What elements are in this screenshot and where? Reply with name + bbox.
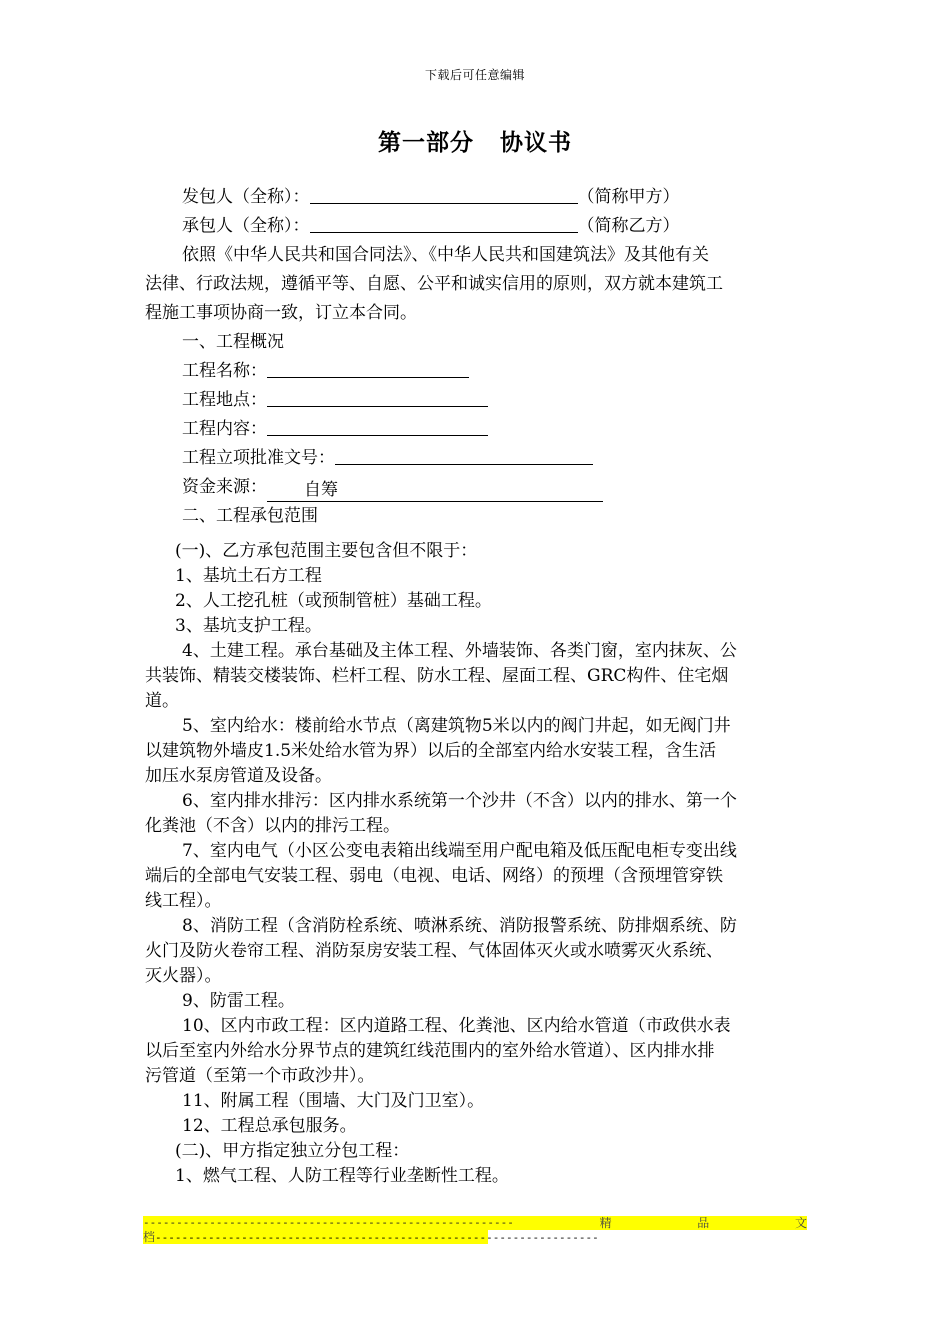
footer-dashes-left: -------------------------------------------------------- xyxy=(143,1216,514,1229)
field-funding-source-value: 自筹 xyxy=(267,479,603,502)
footer-watermark xyxy=(143,1216,807,1245)
scope-list xyxy=(145,539,807,1189)
subsection-1-heading: (一)、乙方承包范围主要包含但不限于： xyxy=(175,541,478,561)
field-project-location-label: 工程地点： xyxy=(182,390,267,410)
field-project-location-blank xyxy=(267,388,488,407)
list-item-cont: 端后的全部电气安装工程、弱电（电视、电话、网络）的预埋（含预埋管穿铁 xyxy=(145,866,723,886)
list-item: 11、附属工程（围墙、大门及门卫室）。 xyxy=(182,1091,485,1111)
list-item: 10、区内市政工程：区内道路工程、化粪池、区内给水管道（市政供水表 xyxy=(182,1016,731,1036)
footer-char-4: 档 xyxy=(143,1230,156,1244)
list-item-cont: 加压水泵房管道及设备。 xyxy=(145,766,332,786)
list-item-cont: 道。 xyxy=(145,691,179,711)
footer-dashes-bottom: ------------------------------------------------------------------- xyxy=(155,1231,599,1244)
party-a-suffix: （简称甲方） xyxy=(577,187,680,207)
footer-char-2: 品 xyxy=(697,1216,710,1230)
list-item-cont: 化粪池（不含）以内的排污工程。 xyxy=(145,816,400,836)
page-title xyxy=(0,124,950,157)
list-item-cont: 灭火器）。 xyxy=(145,966,222,986)
field-project-name-label: 工程名称： xyxy=(182,361,267,381)
field-project-location xyxy=(145,386,807,415)
title-right: 协议书 xyxy=(500,129,572,156)
list-item-cont: 以建筑物外墙皮1.5米处给水管为界）以后的全部室内给水安装工程，含生活 xyxy=(145,741,717,761)
field-project-name xyxy=(145,357,807,386)
intro-line-3: 程施工事项协商一致，订立本合同。 xyxy=(145,303,417,323)
party-b-suffix: （简称乙方） xyxy=(577,216,680,236)
list-item: 9、防雷工程。 xyxy=(182,991,295,1011)
list-item-cont: 共装饰、精装交楼装饰、栏杆工程、防水工程、屋面工程、GRC构件、住宅烟 xyxy=(145,666,729,686)
list-item: 4、土建工程。承台基础及主体工程、外墙装饰、各类门窗，室内抹灰、公 xyxy=(182,641,737,661)
list-item: 7、室内电气（小区公变电表箱出线端至用户配电箱及低压配电柜专变出线 xyxy=(182,841,737,861)
footer-line-1 xyxy=(143,1216,807,1230)
party-a-blank xyxy=(310,185,578,204)
field-project-content-label: 工程内容： xyxy=(182,419,267,439)
list-item-cont: 线工程）。 xyxy=(145,891,222,911)
document-body xyxy=(145,183,807,1189)
list-item: 8、消防工程（含消防栓系统、喷淋系统、消防报警系统、防排烟系统、防 xyxy=(182,916,737,936)
party-b-label: 承包人（全称）： xyxy=(182,216,310,236)
field-approval-number xyxy=(145,444,807,473)
list-item: 2、人工挖孔桩（或预制管桩）基础工程。 xyxy=(175,591,492,611)
list-item: 6、室内排水排污：区内排水系统第一个沙井（不含）以内的排水、第一个 xyxy=(182,791,737,811)
party-b-line xyxy=(145,212,807,241)
field-project-name-blank xyxy=(267,359,469,378)
section-2-heading: 二、工程承包范围 xyxy=(182,506,318,526)
intro-line-2: 法律、行政法规，遵循平等、自愿、公平和诚实信用的原则，双方就本建筑工 xyxy=(145,274,723,294)
footer-char-1: 精 xyxy=(599,1216,612,1230)
field-approval-number-label: 工程立项批准文号： xyxy=(182,448,335,468)
list-item: 5、室内给水：楼前给水节点（离建筑物5米以内的阀门井起，如无阀门井 xyxy=(182,716,731,736)
field-project-content xyxy=(145,415,807,444)
party-a-line xyxy=(145,183,807,212)
list-item-cont: 以后至室内外给水分界节点的建筑红线范围内的室外给水管道）、区内排水排 xyxy=(145,1041,715,1061)
list-item: 1、燃气工程、人防工程等行业垄断性工程。 xyxy=(175,1166,509,1186)
footer-char-3: 文 xyxy=(794,1216,807,1230)
field-funding-source-label: 资金来源： xyxy=(182,477,267,497)
list-item-cont: 污管道（至第一个市政沙井）。 xyxy=(145,1066,375,1086)
list-item-cont: 火门及防火卷帘工程、消防泵房安装工程、气体固体灭火或水喷雾灭火系统、 xyxy=(145,941,723,961)
page-header: 下载后可任意编辑 xyxy=(424,68,525,82)
intro-line-1: 依照《中华人民共和国合同法》、《中华人民共和国建筑法》及其他有关 xyxy=(182,245,709,265)
subsection-2-heading: (二)、甲方指定独立分包工程： xyxy=(175,1141,410,1161)
field-project-content-blank xyxy=(267,417,488,436)
list-item: 1、基坑土石方工程 xyxy=(175,566,322,586)
title-left: 第一部分 xyxy=(378,129,474,156)
party-a-label: 发包人（全称）： xyxy=(182,187,310,207)
field-funding-source xyxy=(145,473,807,502)
footer-line-2 xyxy=(143,1230,599,1244)
party-b-blank xyxy=(310,214,578,233)
list-item: 12、工程总承包服务。 xyxy=(182,1116,357,1136)
field-approval-number-blank xyxy=(335,446,593,465)
section-1-heading: 一、工程概况 xyxy=(182,332,284,352)
list-item: 3、基坑支护工程。 xyxy=(175,616,322,636)
